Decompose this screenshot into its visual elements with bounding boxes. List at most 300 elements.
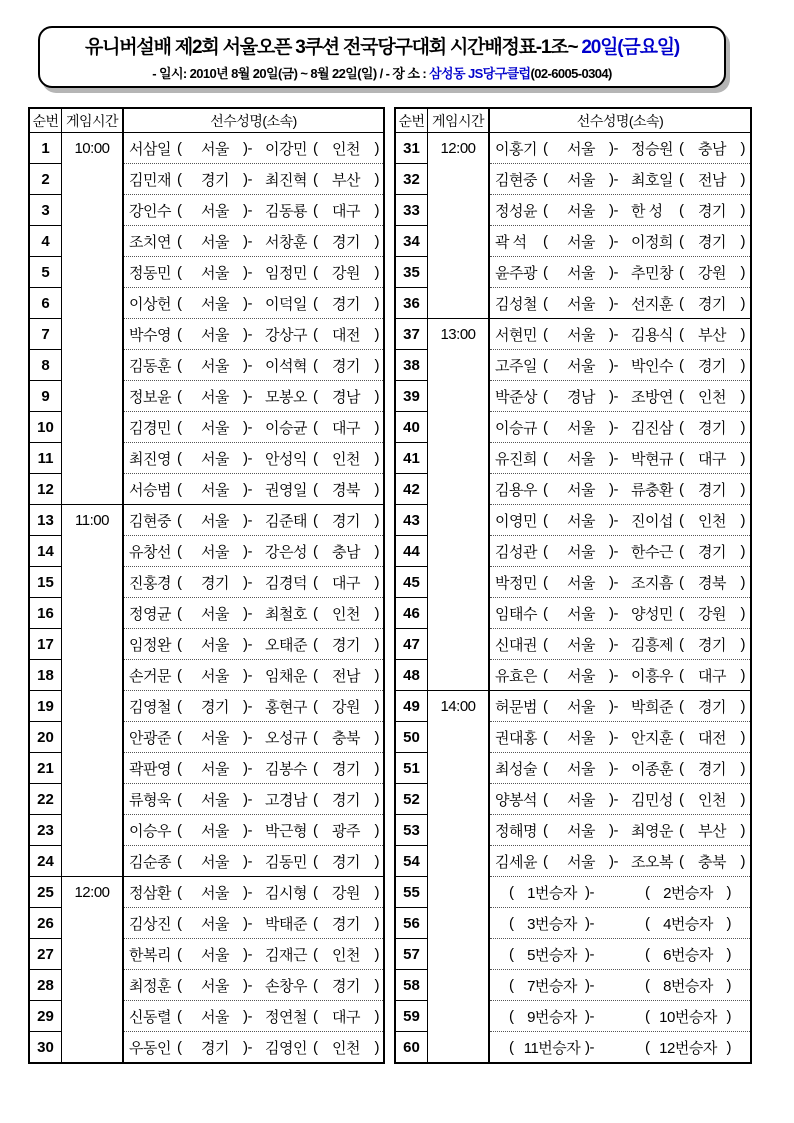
player2-name: 정연철 [265,1008,307,1026]
match-cell [490,349,750,380]
row-number: 55 [396,876,428,907]
paren-close: ) [374,232,379,250]
column-header-no: 순번 [30,109,62,132]
paren-close: ) [374,914,379,932]
event-date-text: - 일시: 2010년 8월 20일(금) ~ 8월 22일(일) / - 장 소 : [152,66,430,81]
player1-name: 김현중 [129,512,171,530]
paren-close-dash: )- [609,759,618,777]
player2-name: 안지훈 [631,729,673,747]
player1-name: 이승우 [129,822,171,840]
player2-name: 이석혁 [265,357,307,375]
paren-close: ) [740,573,745,591]
paren-close-dash: )- [243,852,252,870]
player2-affiliation: 강원 [332,698,360,716]
paren-close: ) [740,294,745,312]
row-number: 27 [30,938,62,969]
paren-close: ) [374,976,379,994]
player2-affiliation: 충남 [332,543,360,561]
paren-open: ( [313,1007,318,1025]
game-time [62,411,124,442]
player1-name: 최진영 [129,450,171,468]
paren-open: ( [177,914,182,932]
player1-affiliation: 서울 [567,729,595,747]
player1-affiliation: 서울 [567,326,595,344]
player2-name: 추민창 [631,264,673,282]
paren-open: ( [543,852,548,870]
player1-affiliation: 서울 [567,791,595,809]
paren-open: ( [543,201,548,219]
paren-open: ( [543,697,548,715]
paren-close-dash: )- [243,542,252,560]
paren-close: ) [374,635,379,653]
player1-affiliation: 서울 [201,791,229,809]
table-row [396,969,750,1000]
paren-open: ( [679,449,684,467]
paren-close-dash: )- [243,325,252,343]
table-row [30,535,383,566]
player1-affiliation: 서울 [201,1008,229,1026]
row-number: 12 [30,473,62,504]
player1-affiliation: 경기 [201,574,229,592]
match-cell [124,287,383,318]
player2-name: 김동룡 [265,202,307,220]
player2-affiliation: 인천 [332,1039,360,1057]
table-row [396,1000,750,1031]
table-row [396,721,750,752]
match-cell [124,163,383,194]
player2-affiliation: 인천 [698,791,726,809]
player2-name: 최진혁 [265,171,307,189]
table-row [30,566,383,597]
paren-open: ( [543,635,548,653]
paren-open: ( [543,573,548,591]
paren-close: ) [740,139,745,157]
paren-close: ) [740,387,745,405]
paren-close-dash: )- [243,883,252,901]
paren-close: ) [374,697,379,715]
player1-affiliation: 서울 [567,233,595,251]
paren-close: ) [374,449,379,467]
row-number: 24 [30,845,62,876]
paren-open: ( [177,232,182,250]
match-cell [124,349,383,380]
player1-affiliation: 서울 [567,822,595,840]
game-time [62,380,124,411]
match-cell [124,194,383,225]
player2-name: 박현규 [631,450,673,468]
player2-affiliation: 대구 [698,450,726,468]
paren-close-dash: )- [609,325,618,343]
player2-name: 이승균 [265,419,307,437]
player2-affiliation: 대전 [698,729,726,747]
row-number: 37 [396,318,428,349]
paren-close-dash: )- [609,263,618,281]
row-number: 42 [396,473,428,504]
match-cell [124,876,383,907]
game-time: 10:00 [62,132,124,163]
row-number: 19 [30,690,62,721]
game-time: 12:00 [62,876,124,907]
player2-affiliation: 경북 [698,574,726,592]
player1-name: 정성윤 [495,202,537,220]
row-number: 35 [396,256,428,287]
row-number: 1 [30,132,62,163]
paren-open: ( [509,1007,514,1025]
paren-open: ( [679,728,684,746]
row-number: 30 [30,1031,62,1062]
player2-affiliation: 경기 [698,543,726,561]
paren-open: ( [177,170,182,188]
row-number: 23 [30,814,62,845]
paren-open: ( [177,418,182,436]
match-cell [490,969,750,1000]
player2-name: 류충환 [631,481,673,499]
paren-open: ( [177,666,182,684]
paren-close-dash: )- [243,1038,252,1056]
player1-name: 김경민 [129,419,171,437]
table-row [30,845,383,876]
player2-name: 강상구 [265,326,307,344]
player1-name: 곽 석 [495,233,527,251]
player2-name: 최호일 [631,171,673,189]
game-time [62,225,124,256]
match-cell [490,597,750,628]
player2-name: 한 성 [631,202,663,220]
game-time [428,225,490,256]
winner2-label: 6번승자 [663,946,713,964]
paren-open: ( [313,604,318,622]
paren-open: ( [679,139,684,157]
match-cell [124,969,383,1000]
game-time [62,814,124,845]
player1-name: 정삼환 [129,884,171,902]
paren-open: ( [509,914,514,932]
table-row [396,566,750,597]
paren-open: ( [313,945,318,963]
table-row [30,473,383,504]
table-row [30,907,383,938]
player2-affiliation: 경기 [698,760,726,778]
paren-open: ( [313,418,318,436]
player1-name: 김세윤 [495,853,537,871]
player2-name: 김진삼 [631,419,673,437]
player2-affiliation: 경북 [332,481,360,499]
player2-name: 이정희 [631,233,673,251]
paren-open: ( [313,449,318,467]
player2-name: 홍현구 [265,698,307,716]
player2-name: 이종훈 [631,760,673,778]
game-time [62,535,124,566]
match-cell [490,721,750,752]
match-cell [490,225,750,256]
table-row [30,504,383,535]
winner1-label: 7번승자 [527,977,577,995]
paren-close-dash: )- [609,635,618,653]
player1-name: 고주일 [495,357,537,375]
paren-open: ( [543,821,548,839]
table-row [396,194,750,225]
paren-open: ( [177,325,182,343]
paren-close-dash: )- [243,821,252,839]
player1-affiliation: 서울 [201,140,229,158]
match-cell [124,411,383,442]
winner2-label: 2번승자 [663,884,713,902]
player1-name: 우동인 [129,1039,171,1057]
row-number: 26 [30,907,62,938]
player2-affiliation: 경기 [698,481,726,499]
table-row [30,194,383,225]
player2-name: 조오복 [631,853,673,871]
game-time [62,845,124,876]
player1-affiliation: 서울 [201,822,229,840]
table-row [396,752,750,783]
row-number: 14 [30,535,62,566]
player1-name: 양봉석 [495,791,537,809]
player1-affiliation: 서울 [201,760,229,778]
table-row [396,287,750,318]
match-cell [490,380,750,411]
player1-affiliation: 서울 [567,264,595,282]
paren-close-dash: )- [243,945,252,963]
paren-open: ( [679,480,684,498]
row-number: 43 [396,504,428,535]
schedule-table-right [394,107,752,1064]
table-row [396,628,750,659]
player1-name: 이승규 [495,419,537,437]
venue-phone-text: (02-6005-0304) [530,66,612,81]
row-number: 58 [396,969,428,1000]
player1-name: 박준상 [495,388,537,406]
player2-name: 양성민 [631,605,673,623]
row-number: 38 [396,349,428,380]
player1-name: 진홍경 [129,574,171,592]
player1-name: 강인수 [129,202,171,220]
row-number: 18 [30,659,62,690]
event-info-line [152,63,611,82]
match-cell [490,504,750,535]
table-row [396,256,750,287]
player1-affiliation: 서울 [567,295,595,313]
player1-name: 이상헌 [129,295,171,313]
player2-name: 고경남 [265,791,307,809]
player2-name: 오성규 [265,729,307,747]
paren-close-dash: )- [243,170,252,188]
paren-close: ) [740,790,745,808]
player1-name: 허문범 [495,698,537,716]
match-cell [124,442,383,473]
game-time [428,907,490,938]
player2-name: 정승원 [631,140,673,158]
table-row [30,163,383,194]
paren-close-dash: )- [609,356,618,374]
game-time [62,969,124,1000]
winner2-label: 4번승자 [663,915,713,933]
player2-affiliation: 부산 [698,326,726,344]
player2-name: 박희준 [631,698,673,716]
paren-open: ( [313,356,318,374]
paren-close-dash: )- [243,976,252,994]
game-time [428,287,490,318]
paren-close: ) [374,294,379,312]
paren-close: ) [740,325,745,343]
player1-affiliation: 서울 [201,264,229,282]
player1-name: 곽판영 [129,760,171,778]
paren-open: ( [313,232,318,250]
table-row [30,1031,383,1062]
game-time [428,597,490,628]
match-cell [124,628,383,659]
paren-close-dash: )- [609,728,618,746]
player1-name: 김성관 [495,543,537,561]
paren-open: ( [679,666,684,684]
paren-close-dash: )- [585,1038,594,1056]
paren-close: ) [374,573,379,591]
game-time [62,752,124,783]
game-time [428,752,490,783]
paren-open: ( [313,697,318,715]
match-cell [490,473,750,504]
player1-name: 신동렬 [129,1008,171,1026]
paren-close-dash: )- [609,139,618,157]
paren-open: ( [177,263,182,281]
paren-close: ) [374,883,379,901]
paren-open: ( [509,883,514,901]
player2-affiliation: 강원 [332,264,360,282]
player1-name: 한복리 [129,946,171,964]
player2-affiliation: 인천 [698,388,726,406]
paren-open: ( [679,604,684,622]
row-number: 47 [396,628,428,659]
table-row [30,225,383,256]
paren-close-dash: )- [243,480,252,498]
player2-affiliation: 강원 [698,605,726,623]
row-number: 50 [396,721,428,752]
player2-name: 김동민 [265,853,307,871]
player1-name: 정보윤 [129,388,171,406]
paren-open: ( [177,852,182,870]
paren-open: ( [313,790,318,808]
match-cell [490,659,750,690]
player1-affiliation: 서울 [201,512,229,530]
winner1-label: 9번승자 [527,1008,577,1026]
paren-close-dash: )- [585,945,594,963]
paren-open: ( [679,418,684,436]
game-time [62,1000,124,1031]
paren-open: ( [679,263,684,281]
row-number: 40 [396,411,428,442]
player1-name: 이홍기 [495,140,537,158]
table-row [30,442,383,473]
match-cell [490,690,750,721]
paren-close: ) [740,263,745,281]
match-cell [124,256,383,287]
paren-open: ( [313,821,318,839]
row-number: 34 [396,225,428,256]
paren-close: ) [740,635,745,653]
row-number: 22 [30,783,62,814]
player1-affiliation: 서울 [201,915,229,933]
player2-affiliation: 충북 [698,853,726,871]
game-time [62,628,124,659]
player2-affiliation: 경기 [698,419,726,437]
paren-open: ( [177,1038,182,1056]
match-cell [124,690,383,721]
paren-open: ( [313,170,318,188]
paren-close: ) [374,170,379,188]
paren-open: ( [313,542,318,560]
player2-affiliation: 경기 [698,698,726,716]
game-time [428,1000,490,1031]
player1-name: 최성술 [495,760,537,778]
player2-name: 손창우 [265,977,307,995]
player2-name: 조방연 [631,388,673,406]
paren-close: ) [740,728,745,746]
table-header-row [396,109,750,132]
game-time [62,287,124,318]
player1-affiliation: 서울 [201,388,229,406]
table-row [30,721,383,752]
player2-name: 이덕일 [265,295,307,313]
paren-close-dash: )- [585,883,594,901]
player2-affiliation: 대구 [332,202,360,220]
row-number: 10 [30,411,62,442]
paren-open: ( [177,821,182,839]
game-time: 12:00 [428,132,490,163]
paren-close: ) [740,356,745,374]
paren-open: ( [645,1038,650,1056]
paren-open: ( [543,511,548,529]
game-time [62,566,124,597]
player2-affiliation: 경기 [332,233,360,251]
row-number: 28 [30,969,62,1000]
table-row [396,783,750,814]
paren-close-dash: )- [609,542,618,560]
row-number: 48 [396,659,428,690]
table-row [396,659,750,690]
paren-open: ( [313,139,318,157]
paren-close-dash: )- [243,356,252,374]
player2-name: 박근형 [265,822,307,840]
paren-open: ( [313,852,318,870]
paren-close: ) [374,1038,379,1056]
player1-affiliation: 서울 [201,729,229,747]
paren-close-dash: )- [585,1007,594,1025]
paren-close-dash: )- [243,790,252,808]
paren-open: ( [313,728,318,746]
player2-name: 안성익 [265,450,307,468]
paren-close-dash: )- [243,697,252,715]
paren-open: ( [543,170,548,188]
player1-name: 윤주광 [495,264,537,282]
paren-close-dash: )- [243,511,252,529]
match-cell [490,132,750,163]
player2-affiliation: 인천 [332,605,360,623]
paren-open: ( [679,790,684,808]
paren-close: ) [374,666,379,684]
player1-affiliation: 경남 [567,388,595,406]
player1-affiliation: 서울 [567,543,595,561]
player1-affiliation: 경기 [201,171,229,189]
paren-close: ) [374,852,379,870]
paren-open: ( [543,759,548,777]
match-cell [490,163,750,194]
paren-close: ) [374,418,379,436]
match-cell [490,783,750,814]
paren-open: ( [177,139,182,157]
player1-affiliation: 서울 [567,636,595,654]
player2-name: 한수근 [631,543,673,561]
game-time [62,1031,124,1062]
